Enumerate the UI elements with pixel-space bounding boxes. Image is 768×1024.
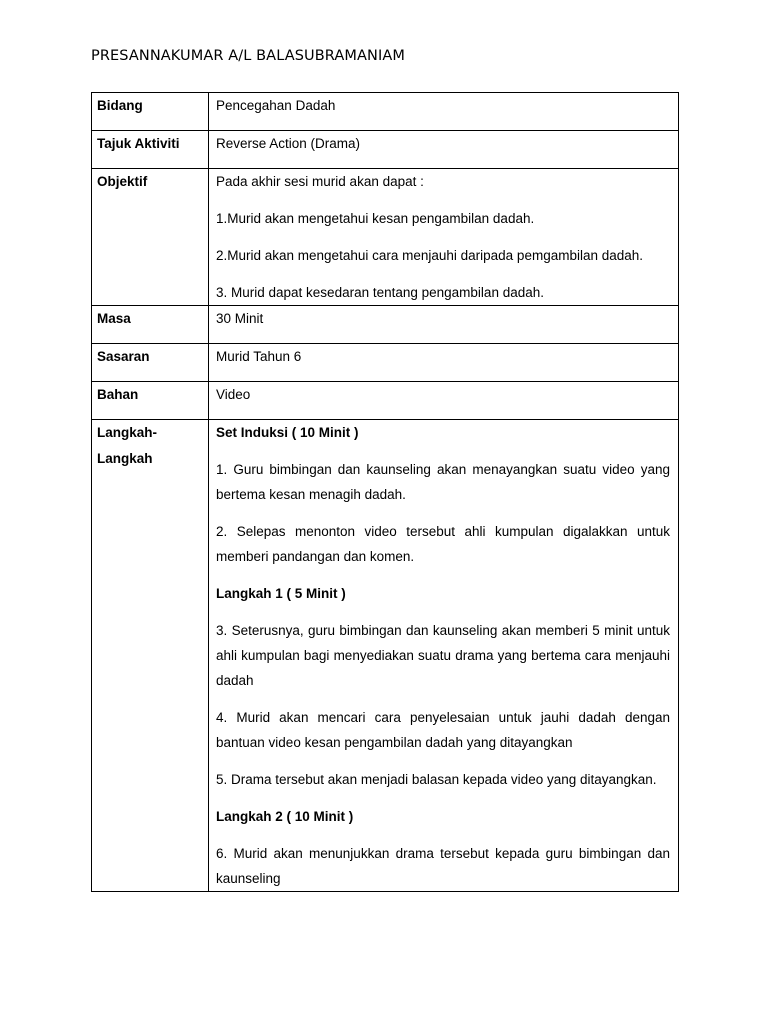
value-tajuk-aktiviti: Reverse Action (Drama) (209, 131, 679, 169)
step-5: 5. Drama tersebut akan menjadi balasan kepada video yang ditayangkan. (216, 772, 657, 787)
label-tajuk-aktiviti: Tajuk Aktiviti (92, 131, 209, 169)
label-langkah-line1: Langkah- (97, 425, 158, 440)
set-induksi-heading: Set Induksi ( 10 Minit ) (216, 425, 359, 440)
step-2: 2. Selepas menonton video tersebut ahli kumpulan digalakkan untuk memberi pandangan dan komen. (216, 524, 670, 564)
activity-plan-table (91, 92, 679, 892)
value-bidang: Pencegahan Dadah (209, 93, 679, 131)
document-title: PRESANNAKUMAR A/L BALASUBRAMANIAM (91, 48, 405, 64)
step-1: 1. Guru bimbingan dan kaunseling akan menayangkan suatu video yang bertema kesan menagih dadah. (216, 462, 670, 502)
value-sasaran: Murid Tahun 6 (209, 344, 679, 382)
row-langkah (92, 420, 679, 892)
label-masa: Masa (92, 306, 209, 344)
label-sasaran: Sasaran (92, 344, 209, 382)
label-objektif: Objektif (92, 169, 209, 306)
value-objektif (209, 169, 679, 306)
step-3: 3. Seterusnya, guru bimbingan dan kaunseling akan memberi 5 minit untuk ahli kumpulan bagi menyediakan suatu drama yang bertema cara menjauhi dadah (216, 623, 670, 688)
objektif-item-3: 3. Murid dapat kesedaran tentang pengambilan dadah. (216, 285, 544, 300)
langkah-2-heading: Langkah 2 ( 10 Minit ) (216, 809, 354, 824)
label-bahan: Bahan (92, 382, 209, 420)
value-langkah (209, 420, 679, 892)
label-langkah-line2: Langkah (97, 451, 153, 466)
row-objektif (92, 169, 679, 306)
value-bahan: Video (209, 382, 679, 420)
row-sasaran (92, 344, 679, 382)
step-4: 4. Murid akan mencari cara penyelesaian untuk jauhi dadah dengan bantuan video kesan pengambilan dadah yang ditayangkan (216, 710, 670, 750)
langkah-1-heading: Langkah 1 ( 5 Minit ) (216, 586, 346, 601)
label-bidang: Bidang (92, 93, 209, 131)
objektif-item-1: 1.Murid akan mengetahui kesan pengambilan dadah. (216, 211, 535, 226)
objektif-intro: Pada akhir sesi murid akan dapat : (216, 174, 424, 189)
row-masa (92, 306, 679, 344)
value-masa: 30 Minit (209, 306, 679, 344)
row-bidang (92, 93, 679, 131)
objektif-item-2: 2.Murid akan mengetahui cara menjauhi daripada pemgambilan dadah. (216, 248, 644, 263)
label-langkah (92, 420, 209, 892)
row-bahan (92, 382, 679, 420)
row-tajuk-aktiviti (92, 131, 679, 169)
step-6: 6. Murid akan menunjukkan drama tersebut kepada guru bimbingan dan kaunseling (216, 846, 670, 886)
